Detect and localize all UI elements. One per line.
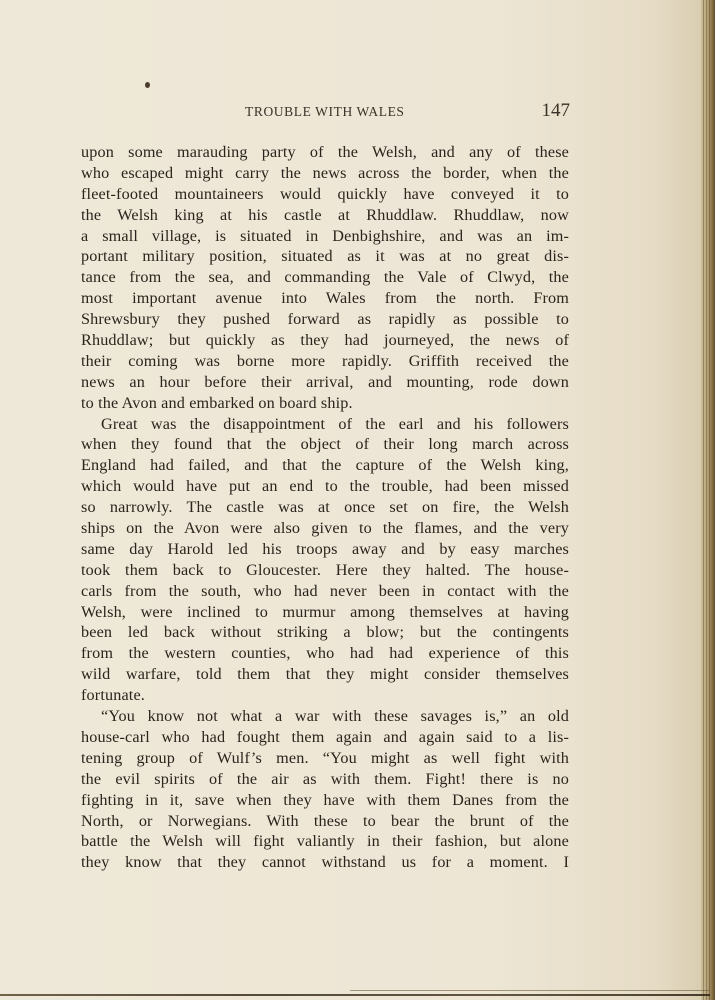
text-line: their coming was borne more rapidly. Griffith received the <box>81 351 569 370</box>
text-line: who escaped might carry the news across the border, when the <box>81 163 569 182</box>
text-line: the evil spirits of the air as with them. Fight! there is no <box>81 769 569 788</box>
text-line: a small village, is situated in Denbighshire, and was an im- <box>81 226 569 245</box>
page-edge-lines <box>703 0 712 1000</box>
text-line: wild warfare, told them that they might consider themselves <box>81 665 569 684</box>
text-line: tening group of Wulf’s men. “You might as well fight with <box>81 748 569 767</box>
text-line: Shrewsbury they pushed forward as rapidly as possible to <box>81 310 569 329</box>
text-line: to the Avon and embarked on board ship. <box>81 393 353 412</box>
text-line: from the western counties, who had had experience of this <box>81 644 569 663</box>
text-line: been led back without striking a blow; but the contingents <box>81 623 569 642</box>
text-line: so narrowly. The castle was at once set on fire, the Welsh <box>81 498 569 517</box>
page-number: 147 <box>541 100 570 121</box>
text-line: the Welsh king at his castle at Rhuddlaw. Rhuddlaw, now <box>81 205 569 224</box>
body-text <box>81 142 569 873</box>
text-line: took them back to Gloucester. Here they halted. The house- <box>81 560 569 579</box>
text-line: North, or Norwegians. With these to bear the brunt of the <box>81 811 569 830</box>
text-line: upon some marauding party of the Welsh, and any of these <box>81 143 569 161</box>
text-line: Great was the disappointment of the earl and his followers <box>101 414 569 433</box>
running-head <box>80 100 570 126</box>
text-line: they know that they cannot withstand us for a moment. I <box>81 853 569 872</box>
bottom-edge-rule <box>0 994 710 996</box>
text-line: when they found that the object of their long march across <box>81 435 569 454</box>
text-line: England had failed, and that the capture of the Welsh king, <box>81 456 569 475</box>
text-line: “You know not what a war with these savages is,” an old <box>101 707 569 726</box>
ink-speck <box>145 82 150 88</box>
text-line: fortunate. <box>81 686 145 705</box>
text-line: most important avenue into Wales from the north. From <box>81 289 569 308</box>
text-line: fleet-footed mountaineers would quickly have conveyed it to <box>81 184 569 203</box>
text-line: same day Harold led his troops away and by easy marches <box>81 539 569 558</box>
text-line: which would have put an end to the trouble, had been missed <box>81 477 569 496</box>
text-line: portant military position, situated as it was at no great dis- <box>81 247 569 266</box>
text-line: ships on the Avon were also given to the flames, and the very <box>81 519 569 538</box>
text-line: battle the Welsh will fight valiantly in their fashion, but alone <box>81 832 569 851</box>
text-line: carls from the south, who had never been in contact with the <box>81 581 569 600</box>
text-line: Welsh, were inclined to murmur among themselves at having <box>81 602 569 621</box>
text-line: fighting in it, save when they have with them Danes from the <box>81 790 569 809</box>
running-title: TROUBLE WITH WALES <box>245 104 405 119</box>
text-line: news an hour before their arrival, and mounting, rode down <box>81 372 569 391</box>
text-line: tance from the sea, and commanding the Vale of Clwyd, the <box>81 268 569 287</box>
text-line: Rhuddlaw; but quickly as they had journeyed, the news of <box>81 331 569 350</box>
text-line: house-carl who had fought them again and again said to a lis- <box>81 727 569 746</box>
bottom-edge-rule-thin <box>350 990 710 991</box>
